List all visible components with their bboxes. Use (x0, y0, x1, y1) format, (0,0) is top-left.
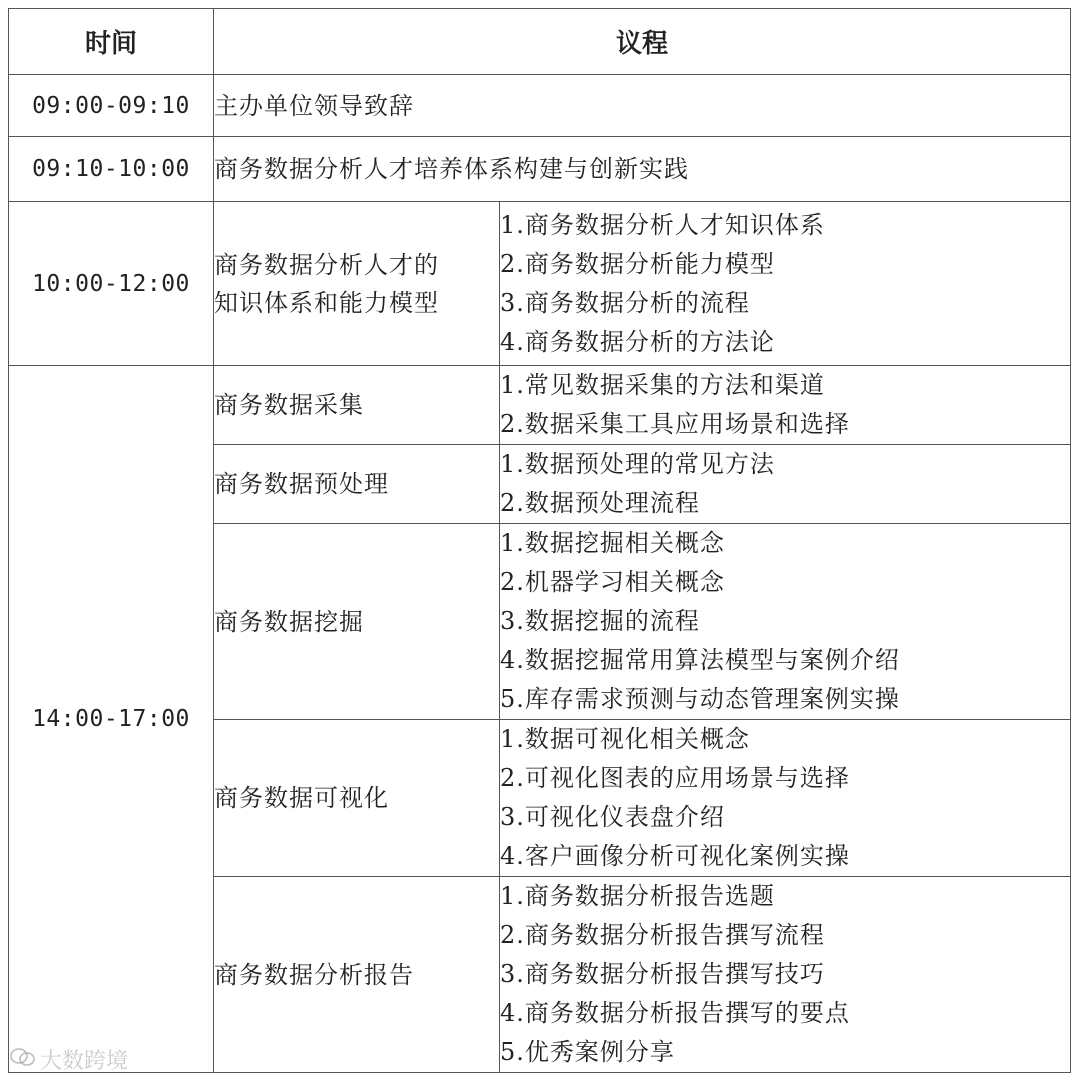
list-item: 1.商务数据分析人才知识体系 (500, 210, 825, 239)
list-item: 2.数据采集工具应用场景和选择 (500, 410, 850, 438)
items-cell (500, 202, 1071, 366)
topic-cell: 主办单位领导致辞 (214, 75, 1071, 137)
list-item: 4.客户画像分析可视化案例实操 (500, 842, 850, 870)
list-item: 2.商务数据分析能力模型 (500, 249, 775, 278)
time-cell: 09:00-09:10 (9, 75, 214, 137)
agenda-table (8, 8, 1071, 1073)
list-item: 3.数据挖掘的流程 (500, 607, 700, 635)
items-cell (500, 720, 1071, 877)
table-row (9, 75, 1071, 137)
table-row (9, 202, 1071, 366)
list-item: 2.数据预处理流程 (500, 489, 700, 517)
header-time: 时间 (9, 9, 214, 75)
topic-cell: 商务数据分析人才培养体系构建与创新实践 (214, 137, 1071, 202)
list-item: 1.数据预处理的常见方法 (500, 450, 775, 478)
time-cell: 09:10-10:00 (9, 137, 214, 202)
list-item: 4.商务数据分析的方法论 (500, 327, 775, 356)
list-item: 2.可视化图表的应用场景与选择 (500, 764, 850, 792)
list-item: 1.商务数据分析报告选题 (500, 882, 775, 910)
items-cell (500, 366, 1071, 445)
list-item: 3.商务数据分析报告撰写技巧 (500, 960, 825, 988)
time-cell: 14:00-17:00 (9, 366, 214, 1073)
table-row (9, 366, 1071, 445)
topic-cell: 商务数据预处理 (214, 445, 500, 524)
list-item: 3.可视化仪表盘介绍 (500, 803, 725, 831)
topic-cell (214, 202, 500, 366)
topic-cell: 商务数据可视化 (214, 720, 500, 877)
wechat-logo-icon (10, 1047, 36, 1072)
header-agenda: 议程 (214, 9, 1071, 75)
topic-line: 商务数据分析人才的 (214, 250, 439, 279)
topic-cell: 商务数据分析报告 (214, 877, 500, 1073)
list-item: 5.优秀案例分享 (500, 1038, 675, 1066)
header-row (9, 9, 1071, 75)
items-cell (500, 877, 1071, 1073)
items-cell (500, 524, 1071, 720)
list-item: 3.商务数据分析的流程 (500, 288, 750, 317)
topic-cell: 商务数据挖掘 (214, 524, 500, 720)
items-cell (500, 445, 1071, 524)
list-item: 1.数据挖掘相关概念 (500, 529, 725, 557)
topic-cell: 商务数据采集 (214, 366, 500, 445)
list-item: 2.商务数据分析报告撰写流程 (500, 921, 825, 949)
list-item: 4.数据挖掘常用算法模型与案例介绍 (500, 646, 900, 674)
topic-line: 知识体系和能力模型 (214, 288, 439, 317)
list-item: 4.商务数据分析报告撰写的要点 (500, 999, 850, 1027)
list-item: 5.库存需求预测与动态管理案例实操 (500, 685, 900, 713)
watermark-text: 大数跨境 (40, 1049, 129, 1074)
list-item: 1.常见数据采集的方法和渠道 (500, 371, 825, 399)
time-cell: 10:00-12:00 (9, 202, 214, 366)
list-item: 2.机器学习相关概念 (500, 568, 725, 596)
watermark (10, 1044, 128, 1075)
list-item: 1.数据可视化相关概念 (500, 725, 750, 753)
table-row (9, 137, 1071, 202)
